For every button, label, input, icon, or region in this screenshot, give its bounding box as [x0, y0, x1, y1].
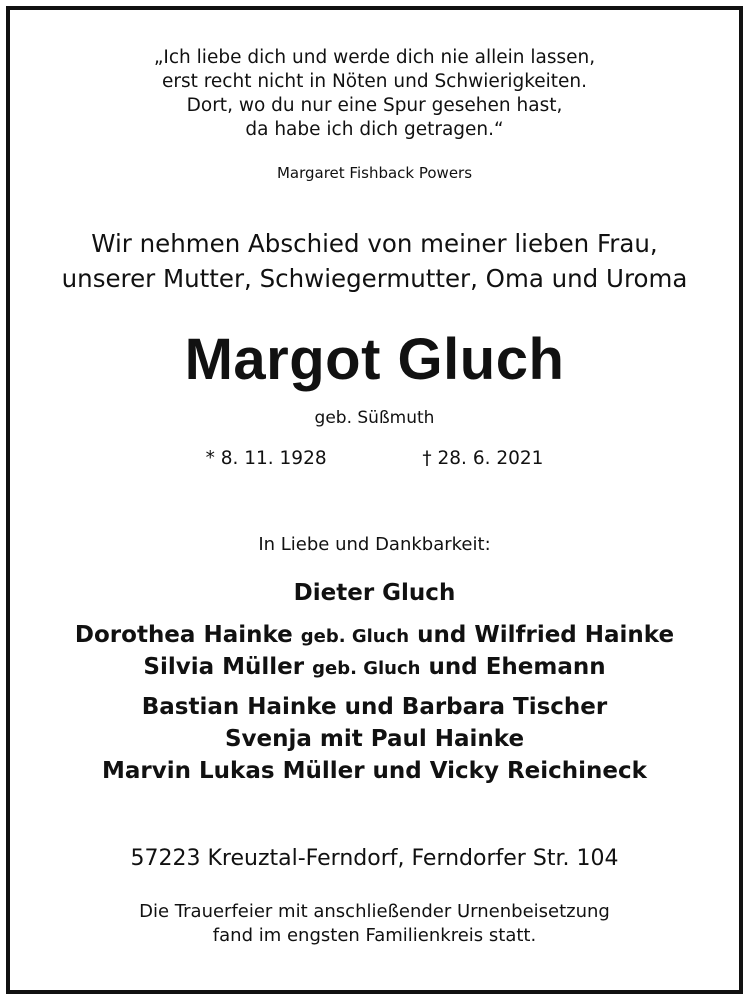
- mourner-line: Svenja mit Paul Hainke: [224, 726, 525, 752]
- intro-line: unserer Mutter, Schwiegermutter, Oma und Uroma: [61, 264, 688, 293]
- maiden-name: geb. Gluch: [312, 658, 421, 679]
- quote-author: Margaret Fishback Powers: [276, 164, 473, 182]
- address: 57223 Kreuztal-Ferndorf, Ferndorfer Str. 104: [130, 846, 619, 871]
- dedication: In Liebe und Dankbarkeit:: [258, 534, 491, 555]
- maiden-name: geb. Gluch: [300, 626, 410, 647]
- notice-line: Die Trauerfeier mit anschließender Urnenbeisetzung: [139, 901, 610, 922]
- quote-line: Dort, wo du nur eine Spur gesehen hast,: [186, 95, 563, 116]
- quote: [6, 46, 743, 142]
- mourner-line: Marvin Lukas Müller und Vicky Reichineck: [102, 758, 647, 784]
- quote-line: erst recht nicht in Nöten und Schwierigkeiten.: [161, 71, 588, 92]
- mourner-name: Silvia Müller: [143, 654, 305, 680]
- mourner-line: [6, 654, 743, 680]
- mourner-rest: und Ehemann: [428, 654, 606, 680]
- life-dates: [6, 448, 743, 469]
- mourner-rest: und Wilfried Hainke: [417, 622, 675, 648]
- deceased-name: Margot Gluch: [184, 327, 565, 392]
- notice-line: fand im engsten Familienkreis statt.: [212, 925, 537, 946]
- quote-line: da habe ich dich getragen.“: [245, 119, 504, 140]
- born-name: geb. Süßmuth: [314, 408, 435, 428]
- birth-date: * 8. 11. 1928: [205, 448, 327, 469]
- mourner-line: Bastian Hainke und Barbara Tischer: [141, 694, 608, 720]
- death-date: † 28. 6. 2021: [422, 448, 544, 469]
- mourner-name: Dorothea Hainke: [74, 622, 293, 648]
- mourner-line: Dieter Gluch: [293, 580, 456, 606]
- intro-line: Wir nehmen Abschied von meiner lieben Frau,: [91, 229, 658, 258]
- mourner-line: [6, 622, 743, 648]
- funeral-notice: [6, 900, 743, 948]
- intro-text: [6, 226, 743, 296]
- quote-line: „Ich liebe dich und werde dich nie allein lassen,: [153, 47, 596, 68]
